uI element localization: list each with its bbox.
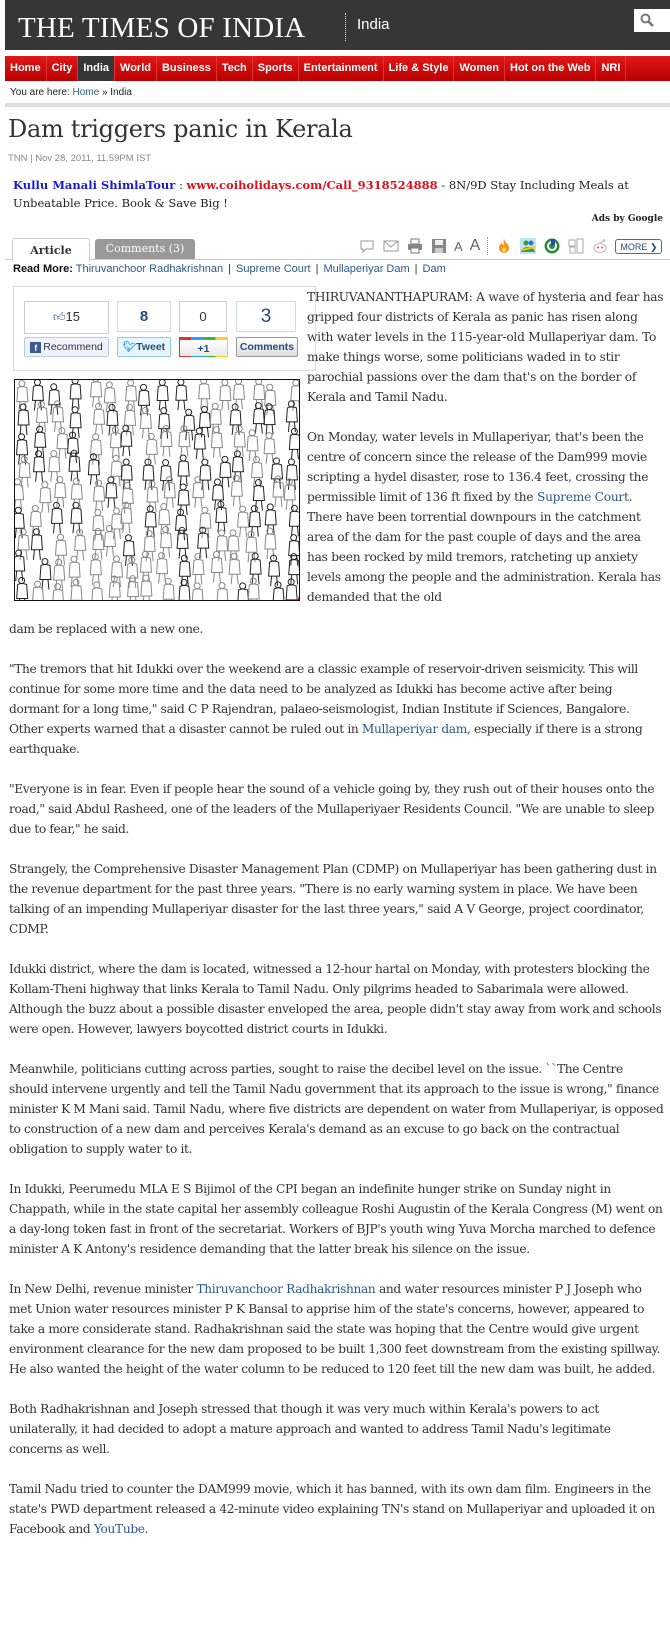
- paragraph: [9, 1279, 664, 1379]
- save-icon[interactable]: [430, 238, 447, 255]
- stumbleupon-icon[interactable]: [543, 238, 560, 255]
- gplus-button[interactable]: +1: [179, 337, 228, 357]
- paragraph: Strangely, the Comprehensive Disaster Management Plan (CDMP) on Mullaperiyar has been gathering dust in the revenue department for the past three years. "There is no early warning system in place. We have been talking of an impending Mullaperiyar disaster for the last three years," said A V George, project coordinator, CDMP.: [9, 862, 657, 936]
- crowd-illustration: [15, 380, 300, 601]
- tweet-button[interactable]: [117, 337, 171, 357]
- ads-by-google[interactable]: Ads by Google: [591, 214, 663, 224]
- hot-icon[interactable]: [495, 238, 512, 255]
- mullaperiyar-dam-link[interactable]: Mullaperiyar dam: [361, 722, 467, 736]
- social-share-box: [13, 286, 316, 371]
- font-increase-button[interactable]: A: [469, 237, 481, 254]
- facebook-count: [24, 301, 109, 334]
- paragraph: "Everyone is in fear. Even if people hear the sound of a vehicle going by, they rush out of their houses onto the road," said Abdul Rasheed, one of the leaders of the Mullaperiyaer Residents Council. "We are unable to sleep due to fear," he said.: [9, 782, 655, 836]
- article-lead: [307, 287, 665, 627]
- breadcrumb-home[interactable]: Home: [72, 87, 100, 98]
- paragraph: Idukki district, where the dam is located, witnessed a 12-hour hartal on Monday, with protesters blocking the Kollam-Theni highway that links Kerala to Tamil Nadu. Only pilgrims headed to Sabarimala were allowed. Although the buzz about a possible disaster enveloped the area, people didn't stay away from work and schools were open. However, lawyers boycotted district courts in Idukki.: [9, 962, 662, 1036]
- nav-item-nri[interactable]: NRI: [596, 56, 626, 81]
- divider: [345, 13, 346, 41]
- byline: TNN | Nov 28, 2011, 11.59PM IST: [8, 153, 152, 164]
- ad-colon: :: [175, 178, 187, 192]
- masthead: [5, 0, 670, 50]
- tab-bar: [5, 259, 670, 260]
- text: .: [144, 1522, 149, 1536]
- read-more-link[interactable]: Thiruvanchoor Radhakrishnan: [75, 263, 224, 275]
- main-nav: [5, 56, 670, 81]
- tweet-label: Tweet: [136, 341, 166, 353]
- nav-item-business[interactable]: Business: [157, 56, 217, 81]
- page-title: Dam triggers panic in Kerala: [8, 115, 353, 143]
- breadcrumb-prefix: You are here:: [10, 87, 70, 98]
- ad-text: 8N/9D Stay Including Meals at Unbeatable Price. Book & Save Big !: [13, 178, 629, 210]
- paragraph: Both Radhakrishnan and Joseph stressed that though it was very much within Kerala's powers to act unilaterally, it had decided to adopt a mature approach and wanted to address Tamil Nadu's legitimate concerns as well.: [9, 1402, 611, 1456]
- breadcrumb-sep: »: [101, 87, 108, 98]
- read-more-link[interactable]: Dam: [422, 263, 446, 275]
- search-button[interactable]: [634, 9, 670, 32]
- nav-item-entertainment[interactable]: Entertainment: [299, 56, 384, 81]
- facebook-recommend-label: Recommend: [43, 341, 103, 353]
- paragraph: In Idukki, Peerumedu MLA E S Bijimol of the CPI began an indefinite hunger strike on Sunday night in Chappath, while in the state capital her assembly colleague Roshi Augustin of the Kerala Congress (M) went on a day-long token fast in front of the secretariat. Workers of BJP's youth wing Yuva Morcha marched to defence minister A K Antony's residence demanding that the latter break his silence on the issue.: [9, 1182, 663, 1256]
- email-icon[interactable]: [382, 238, 399, 255]
- thumbs-up-icon: 👍︎: [52, 310, 66, 324]
- separator: |: [414, 263, 418, 275]
- font-decrease-button[interactable]: A: [454, 238, 463, 254]
- nav-item-women[interactable]: Women: [454, 56, 505, 81]
- print-icon[interactable]: [406, 238, 423, 255]
- share-icon[interactable]: [567, 238, 584, 255]
- more-button[interactable]: MORE ❯: [615, 239, 662, 254]
- section-title: India: [357, 16, 390, 33]
- ad-dash: -: [437, 178, 449, 192]
- messenger-icon[interactable]: [519, 238, 536, 255]
- ad-title-link[interactable]: Kullu Manali ShimlaTour: [13, 178, 176, 192]
- comments-button[interactable]: Comments: [236, 337, 298, 357]
- comments-count: 3: [236, 301, 296, 332]
- text: , especially if there is a strong earthquake.: [9, 722, 643, 756]
- article-body: [9, 619, 664, 1559]
- nav-item-tech[interactable]: Tech: [217, 56, 253, 81]
- text: . There have been torrential downpours in the catchment area of the dam for the past couple of days and the area has been rocked by mild tremors, ratcheting up anxiety levels among the people and the administration. Kerala has demanded that the old: [307, 490, 661, 604]
- text: In New Delhi, revenue minister: [9, 1282, 197, 1296]
- search-icon: [640, 13, 654, 27]
- reddit-icon[interactable]: [591, 238, 608, 255]
- breadcrumb: [10, 87, 132, 98]
- separator: |: [315, 263, 319, 275]
- facebook-recommend-button[interactable]: [24, 337, 109, 357]
- gplus-count: 0: [179, 301, 227, 332]
- radhakrishnan-link[interactable]: Thiruvanchoor Radhakrishnan: [196, 1282, 376, 1296]
- paragraph: [9, 1479, 664, 1539]
- article-toolbar: [358, 236, 662, 256]
- text: Tamil Nadu tried to counter the DAM999 movie, which it has banned, with its own dam film. Engineers in the state's PWD department released a 42-minute video explaining TN's stand on Mullaperiyar and uploaded it on Facebook and: [9, 1482, 655, 1536]
- read-more-label: Read More:: [13, 263, 73, 275]
- ad-url-link[interactable]: www.coiholidays.com/Call_9318524888: [186, 178, 438, 192]
- paragraph: Meanwhile, politicians cutting across parties, sought to raise the decibel level on the issue. ``The Centre should intervene urgently and tell the Tamil Nadu government that its approach to the issue is wrong," finance minister K M Mani said. Tamil Nadu, where five districts are dependent on water from Mullaperiyar, is opposed to construction of a new dam and perceives Kerala's demand as an excuse to go back on the contractual obligation to supply water to it.: [9, 1062, 664, 1156]
- facebook-count-value: 15: [65, 309, 80, 324]
- read-more-link[interactable]: Supreme Court: [236, 263, 311, 275]
- comment-icon[interactable]: [358, 238, 375, 255]
- breadcrumb-current: India: [110, 87, 132, 98]
- nav-item-hot-on-the-web[interactable]: Hot on the Web: [505, 56, 596, 81]
- tab-article[interactable]: Article: [12, 238, 90, 261]
- paragraph: dam be replaced with a new one.: [9, 622, 203, 636]
- separator: |: [228, 263, 231, 275]
- nav-item-world[interactable]: World: [115, 56, 157, 81]
- paragraph: [307, 427, 665, 607]
- twitter-bird-icon: 🐦︎: [122, 341, 137, 353]
- divider: [487, 237, 488, 255]
- nav-item-india[interactable]: India: [78, 56, 115, 81]
- nav-item-city[interactable]: City: [47, 56, 79, 81]
- tab-comments[interactable]: Comments (3): [95, 239, 195, 259]
- nav-item-home[interactable]: Home: [5, 56, 47, 81]
- text: and water resources minister P J Joseph who met Union water resources minister P K Bansal to apprise him of the state's concerns, however, appeared to take a more considerate stand. Radhakrishnan said the state was hoping that the Centre would give urgent environment clearance for the new dam proposed to be built 1,300 feet downstream from the existing spillway. He also wanted the height of the water column to be reduced to 120 feet till the new dam was built, he added.: [9, 1282, 661, 1376]
- text: "The tremors that hit Idukki over the weekend are a classic example of reservoir-driven seismicity. This will continue for some more time and the data need to be analyzed as Idukki has become active after being dormant for a long time," said C P Rajendran, palaeo-seismologist, Indian Institute if Sciences, Bangalore. Other experts warned that a disaster cannot be ruled out in: [9, 662, 638, 736]
- tweet-count: 8: [117, 301, 171, 332]
- youtube-link[interactable]: YouTube: [93, 1522, 145, 1536]
- sponsored-ad: [13, 176, 663, 212]
- read-more-link[interactable]: Mullaperiyar Dam: [323, 263, 410, 275]
- supreme-court-link[interactable]: Supreme Court: [536, 490, 629, 504]
- site-logo[interactable]: THE TIMES OF INDIA: [18, 12, 306, 44]
- paragraph: THIRUVANANTHAPURAM: A wave of hysteria and fear has gripped four districts of Kerala as panic has risen along with water levels in the 115-year-old Mullaperiyar dam. To make things worse, some politicians waded in to stir parochial passions over the dam that's on the border of Kerala and Tamil Nadu.: [307, 290, 664, 404]
- paragraph: [9, 659, 664, 759]
- read-more-links: [13, 263, 446, 275]
- divider: [5, 103, 670, 107]
- facebook-icon: f: [30, 342, 41, 353]
- nav-item-life-style[interactable]: Life & Style: [384, 56, 455, 81]
- article-image: [14, 379, 300, 601]
- text: On Monday, water levels in Mullaperiyar, that's been the centre of concern since the release of the Dam999 movie scripting a hydel disaster, rose to 136.4 feet, crossing the permissible limit of 136 ft fixed by the: [307, 430, 649, 504]
- nav-item-sports[interactable]: Sports: [253, 56, 299, 81]
